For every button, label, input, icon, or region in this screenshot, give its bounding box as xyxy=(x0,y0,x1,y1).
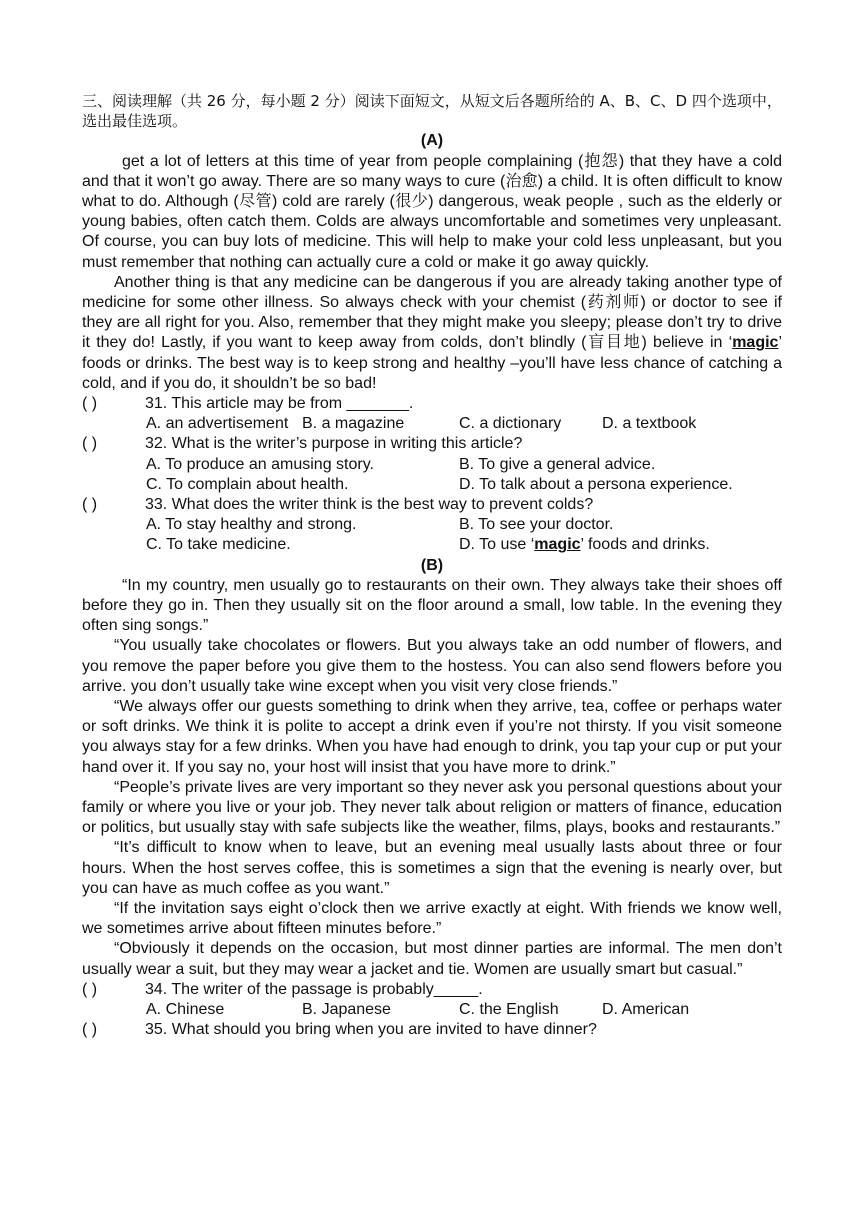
passage-b-title: (B) xyxy=(420,556,444,574)
question-32-option-d: D. To talk about a persona experience. xyxy=(459,475,733,493)
question-33-option-d-text-1: D. To use ‘ xyxy=(459,536,535,554)
answer-blank-32[interactable]: ( ) xyxy=(82,435,98,453)
question-32-option-c: C. To complain about health. xyxy=(146,475,349,493)
passage-b-paragraph-7: “Obviously it depends on the occasion, but most dinner parties are informal. The men don’t usually wear a suit, but they may wear a jacket and tie. Women are usually smart but casual.” xyxy=(82,940,782,978)
exam-page xyxy=(82,91,782,1040)
question-31-option-a: A. an advertisement xyxy=(146,415,289,433)
answer-blank-31[interactable]: ( ) xyxy=(82,395,98,413)
question-35 xyxy=(82,1020,782,1040)
question-34-option-b: B. Japanese xyxy=(302,1001,391,1019)
question-33 xyxy=(82,495,782,515)
question-32-option-a: A. To produce an amusing story. xyxy=(146,455,374,473)
question-31 xyxy=(82,394,782,414)
passage-a-paragraph-2-text-1: Another thing is that any medicine can be dangerous if you are already taking another type of medicine for some other illness. So always check with your chemist (药剂师) or doctor to see if they are all right for you. Also, remember that they might make you sleepy; please don’t try to drive it they do! Lastly, if you want to keep away from colds, don’t blindly (盲目地) believe in ‘ xyxy=(82,273,782,352)
passage-b-paragraph-1: “In my country, men usually go to restaurants on their own. They always take their shoes off before they go in. Then they usually sit on the floor around a small, low table. In the evening they often sing songs.” xyxy=(82,576,782,635)
question-33-options-row-1 xyxy=(82,515,782,535)
question-34-option-c: C. the English xyxy=(459,1001,559,1019)
passage-a-title: (A) xyxy=(420,132,444,150)
passage-a-paragraph-2-text-2: ’ foods or drinks. The best way is to keep strong and healthy –you’ll have less chance of catching a cold, and if you do, it shouldn’t be so bad! xyxy=(82,334,782,392)
question-33-options-row-2 xyxy=(82,535,782,555)
question-33-option-a: A. To stay healthy and strong. xyxy=(146,516,357,534)
question-33-option-b: B. To see your doctor. xyxy=(459,516,614,534)
question-31-options xyxy=(82,414,782,434)
answer-blank-33[interactable]: ( ) xyxy=(82,496,98,514)
question-31-stem: 31. This article may be from _______. xyxy=(145,395,414,413)
question-32-option-b: B. To give a general advice. xyxy=(459,455,656,473)
question-34-stem: 34. The writer of the passage is probably_____. xyxy=(145,980,483,998)
passage-b-paragraph-2: “You usually take chocolates or flowers. But you always take an odd number of flowers, and you remove the paper before you give them to the hostess. You can also send flowers before you arrive. you don’t usually take wine except when you visit very close friends.” xyxy=(82,637,782,695)
magic-emphasis: magic xyxy=(732,334,779,352)
question-33-option-d-text-2: ’ foods and drinks. xyxy=(580,536,710,554)
question-33-option-d xyxy=(459,535,710,555)
question-31-option-d: D. a textbook xyxy=(602,415,697,433)
answer-blank-34[interactable]: ( ) xyxy=(82,980,98,998)
passage-a-paragraph-2 xyxy=(82,273,782,394)
answer-blank-35[interactable]: ( ) xyxy=(82,1021,98,1039)
question-34 xyxy=(82,980,782,1000)
question-34-option-d: D. American xyxy=(602,1001,690,1019)
passage-b-paragraph-3: “We always offer our guests something to drink when they arrive, tea, coffee or perhaps water or soft drinks. We think it is polite to accept a drink even if you’re not thirsty. If you visit someone you always stay for a few drinks. When you have had enough to drink, you tap your cup or put your hand over it. If you say no, your host will insist that you have more to drink.” xyxy=(82,698,782,776)
passage-b-paragraph-4: “People’s private lives are very important so they never ask you personal questions about your family or where you live or your job. They never talk about religion or matters of finance, education or politics, but usually stay with safe subjects like the weather, films, plays, books and restaurants.” xyxy=(82,778,782,837)
section-instructions: 三、阅读理解（共 26 分，每小题 2 分）阅读下面短文，从短文后各题所给的 A、B、C、D 四个选项中，选出最佳选项。 xyxy=(82,92,782,131)
question-32 xyxy=(82,434,782,454)
question-34-options xyxy=(82,1000,782,1020)
question-33-option-c: C. To take medicine. xyxy=(146,536,291,554)
passage-b-paragraph-6: “If the invitation says eight o’clock then we arrive exactly at eight. With friends we know well, we sometimes arrive about fifteen minutes before.” xyxy=(82,900,782,938)
question-31-option-b: B. a magazine xyxy=(302,415,405,433)
magic-emphasis-option: magic xyxy=(534,536,581,554)
question-34-option-a: A. Chinese xyxy=(146,1001,225,1019)
passage-b-paragraph-5: “It’s difficult to know when to leave, but an evening meal usually lasts about three or four hours. When the host serves coffee, this is sometimes a sign that the evening is nearly over, but you can have as much coffee as you want.” xyxy=(82,839,782,897)
passage-a-paragraph-1: get a lot of letters at this time of year from people complaining (抱怨) that they have a cold and that it won’t go away. There are so many ways to cure (治愈) a child. It is often difficult to know what to do. Although (尽管) cold are rarely (很少) dangerous, weak people , such as the elderly or young babies, often catch them. Colds are always uncomfortable and sometimes very unpleasant. Of course, you can buy lots of medicine. This will help to make your cold less unpleasant, but you must remember that nothing can actually cure a cold or make it go away quickly. xyxy=(82,152,782,271)
question-33-stem: 33. What does the writer think is the best way to prevent colds? xyxy=(145,496,594,514)
question-35-stem: 35. What should you bring when you are invited to have dinner? xyxy=(145,1021,597,1039)
question-32-options-row-1 xyxy=(82,455,782,475)
question-32-options-row-2 xyxy=(82,475,782,495)
question-31-option-c: C. a dictionary xyxy=(459,415,562,433)
question-32-stem: 32. What is the writer’s purpose in writing this article? xyxy=(145,435,523,453)
